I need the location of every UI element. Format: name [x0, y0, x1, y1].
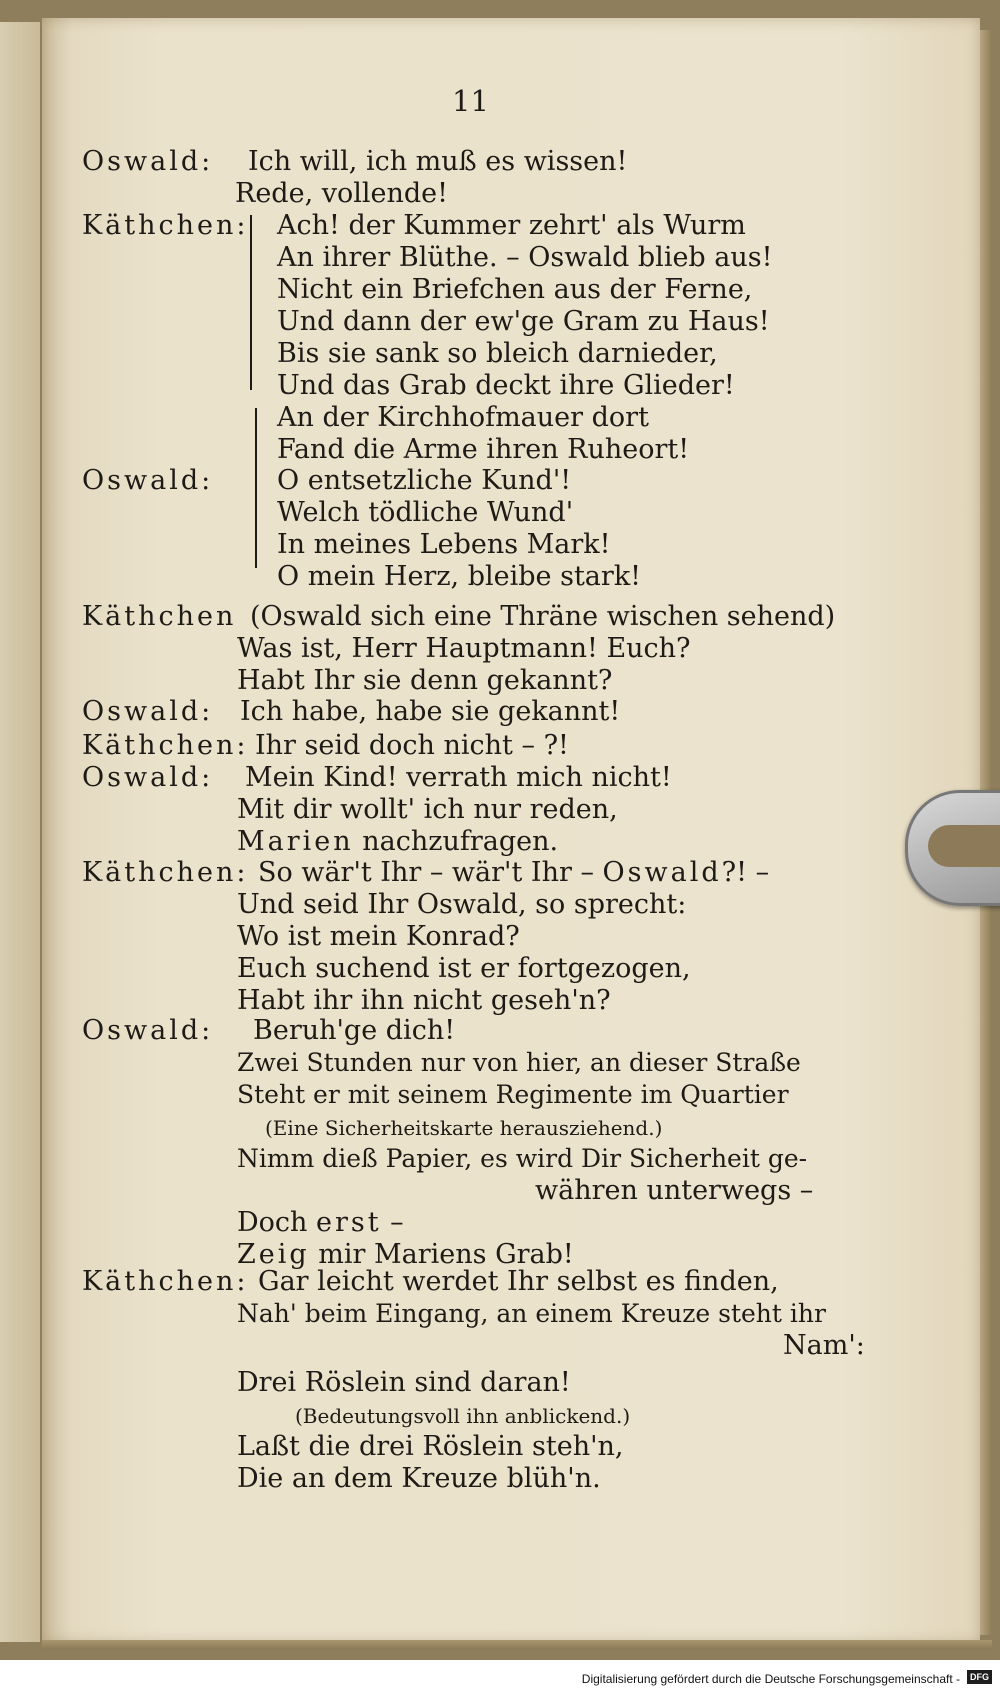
dialogue-fragment: ?! –	[721, 857, 770, 888]
dialogue-line: Habt Ihr sie denn gekannt?	[237, 665, 613, 696]
speaker-oswald: Oswald:	[82, 1015, 214, 1046]
dialogue-line: Nicht ein Briefchen aus der Ferne,	[277, 274, 753, 305]
dialogue-line: Habt ihr ihn nicht geseh'n?	[237, 985, 611, 1016]
dialogue-line: Ihr seid doch nicht – ?!	[255, 730, 569, 761]
dialogue-line	[237, 1207, 404, 1238]
speaker-kaethchen: Käthchen:	[82, 210, 249, 241]
speaker-kaethchen: Käthchen:	[82, 1266, 249, 1297]
dialogue-fragment: –	[381, 1207, 404, 1238]
dialogue-line: Beruh'ge dich!	[253, 1015, 456, 1046]
dialogue-line: Was ist, Herr Hauptmann! Euch?	[237, 633, 691, 664]
dialogue-line: währen unterwegs –	[535, 1175, 814, 1206]
dialogue-line: Mein Kind! verrath mich nicht!	[245, 762, 672, 793]
dialogue-line	[237, 826, 558, 857]
brace-left	[250, 215, 258, 390]
dialogue-line: O mein Herz, bleibe stark!	[277, 561, 642, 592]
dialogue-line: Mit dir wollt' ich nur reden,	[237, 794, 618, 825]
dialogue-line: Nimm dieß Papier, es wird Dir Sicherheit ge-	[237, 1144, 808, 1173]
footer-credit: Digitalisierung gefördert durch die Deutsche Forschungsgemeinschaft -	[581, 1672, 960, 1686]
dialogue-line: Ich will, ich muß es wissen!	[248, 146, 628, 177]
speaker-oswald: Oswald:	[82, 696, 214, 727]
spaced-name: Oswald	[602, 857, 722, 888]
dialogue-fragment: Doch	[237, 1207, 316, 1238]
footer-bar	[0, 1660, 1000, 1695]
dialogue-fragment: nachzufragen.	[353, 826, 559, 857]
dialogue-line: Und seid Ihr Oswald, so sprecht:	[237, 889, 687, 920]
dialogue-line: Und das Grab deckt ihre Glieder!	[277, 370, 735, 401]
spaced-word: erst	[316, 1207, 382, 1238]
dialogue-line: Drei Röslein sind daran!	[237, 1367, 571, 1398]
dialogue-line: Fand die Arme ihren Ruheort!	[277, 434, 690, 465]
dialogue-line: Ach! der Kummer zehrt' als Wurm	[277, 210, 746, 241]
page-clip	[905, 790, 1000, 906]
dialogue-line: Und dann der ew'ge Gram zu Haus!	[277, 306, 770, 337]
dialogue-line: Laßt die drei Röslein steh'n,	[237, 1431, 624, 1462]
dialogue-line: Wo ist mein Konrad?	[237, 921, 520, 952]
dialogue-line: Ich habe, habe sie gekannt!	[240, 696, 621, 727]
dialogue-line: O entsetzliche Kund'!	[277, 465, 572, 496]
dialogue-line: Welch tödliche Wund'	[277, 497, 574, 528]
speaker-kaethchen: Käthchen:	[82, 857, 249, 888]
dialogue-line: Rede, vollende!	[235, 178, 448, 209]
speaker-oswald: Oswald:	[82, 762, 214, 793]
stage-direction: (Oswald sich eine Thräne wischen sehend)	[250, 601, 836, 632]
speaker-oswald: Oswald:	[82, 146, 214, 177]
dialogue-line: An ihrer Blüthe. – Oswald blieb aus!	[277, 242, 773, 273]
dialogue-line: Bis sie sank so bleich darnieder,	[277, 338, 718, 369]
stage-direction: (Eine Sicherheitskarte herausziehend.)	[265, 1116, 663, 1140]
speaker-kaethchen: Käthchen:	[82, 730, 249, 761]
page-bottom-edge	[42, 1640, 992, 1650]
dialogue-line: Steht er mit seinem Regimente im Quartier	[237, 1080, 789, 1109]
dialogue-line: Die an dem Kreuze blüh'n.	[237, 1463, 601, 1494]
adjacent-page-edge	[0, 22, 40, 1642]
stage-direction: (Bedeutungsvoll ihn anblickend.)	[295, 1404, 631, 1428]
page-number: 11	[452, 84, 489, 118]
speaker-kaethchen: Käthchen	[82, 601, 237, 632]
dfg-logo: DFG	[967, 1670, 992, 1684]
dialogue-line: An der Kirchhofmauer dort	[277, 402, 649, 433]
dialogue-fragment: So wär't Ihr – wär't Ihr –	[258, 857, 603, 888]
dialogue-line: Zwei Stunden nur von hier, an dieser Straße	[237, 1048, 801, 1077]
dialogue-line: Nah' beim Eingang, an einem Kreuze steht ihr	[237, 1299, 826, 1328]
dialogue-line: Gar leicht werdet Ihr selbst es finden,	[258, 1266, 779, 1297]
dialogue-line	[258, 857, 769, 888]
speaker-oswald: Oswald:	[82, 465, 214, 496]
dialogue-line: In meines Lebens Mark!	[277, 529, 611, 560]
dialogue-line: Euch suchend ist er fortgezogen,	[237, 953, 691, 984]
brace-left	[255, 408, 263, 568]
spaced-word: Zeig	[237, 1239, 310, 1270]
spaced-name: Marien	[237, 826, 354, 857]
dialogue-line: Nam':	[783, 1330, 865, 1361]
dialogue-fragment: mir Mariens Grab!	[309, 1239, 574, 1270]
